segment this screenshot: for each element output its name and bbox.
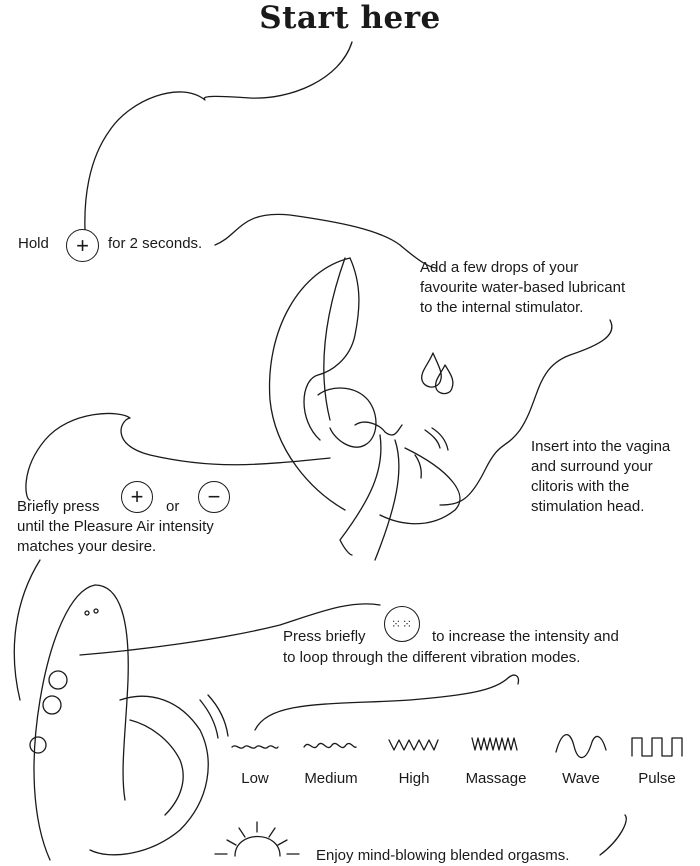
step2-line-3: to the internal stimulator. [420,299,584,316]
bottom-device-illustration [30,585,228,860]
step4-line-2: matches your desire. [17,538,157,555]
connector-line [26,413,330,500]
mode-label-medium: Medium [304,770,358,787]
mode-button[interactable] [384,606,420,642]
dots-icon: ⁙⁙ [390,617,414,631]
connector-line [215,214,437,268]
step4-or-text: or [166,498,180,515]
mode-label-massage: Massage [465,770,527,787]
mode-wave-high [389,740,438,750]
plus-icon: + [130,484,144,509]
step4-before-text: Briefly press [17,498,100,515]
mode-wave-massage [472,738,517,750]
step1-before-text: Hold [18,235,49,252]
step5-line-1: to increase the intensity and [432,628,619,645]
connector-line [600,815,626,855]
plus-button[interactable] [66,229,99,262]
mode-wave-pulse [632,738,682,756]
step3-line-3: clitoris with the [531,478,630,495]
step3-line-2: and surround your [531,458,653,475]
minus-icon: − [207,484,221,509]
droplets-icon [422,353,453,394]
step5-before-text: Press briefly [283,628,366,645]
minus-button[interactable] [198,481,230,513]
mode-wave-medium [304,743,356,747]
page-title: Start here [259,0,441,36]
step2-line-2: favourite water-based lubricant [420,279,626,296]
plus-button[interactable] [121,481,153,513]
plus-icon: + [76,232,89,258]
step2-line-1: Add a few drops of your [420,259,579,276]
mode-wave-low [232,746,278,748]
mode-wave-wave [556,735,606,758]
step3-line-4: stimulation head. [531,498,645,515]
mode-label-pulse: Pulse [638,770,676,787]
connector-line [14,560,40,700]
step3-line-1: Insert into the vagina [531,438,671,455]
sunrise-icon [215,822,299,856]
final-text: Enjoy mind-blowing blended orgasms. [316,847,570,864]
connector-line [85,42,352,230]
step1-after-text: for 2 seconds. [108,235,203,252]
mode-label-wave: Wave [562,770,600,787]
step4-line-1: until the Pleasure Air intensity [17,518,214,535]
mode-label-low: Low [241,770,269,787]
step5-line-2: to loop through the different vibration modes. [283,649,581,666]
connector-line [255,675,518,730]
mode-label-high: High [398,770,430,787]
